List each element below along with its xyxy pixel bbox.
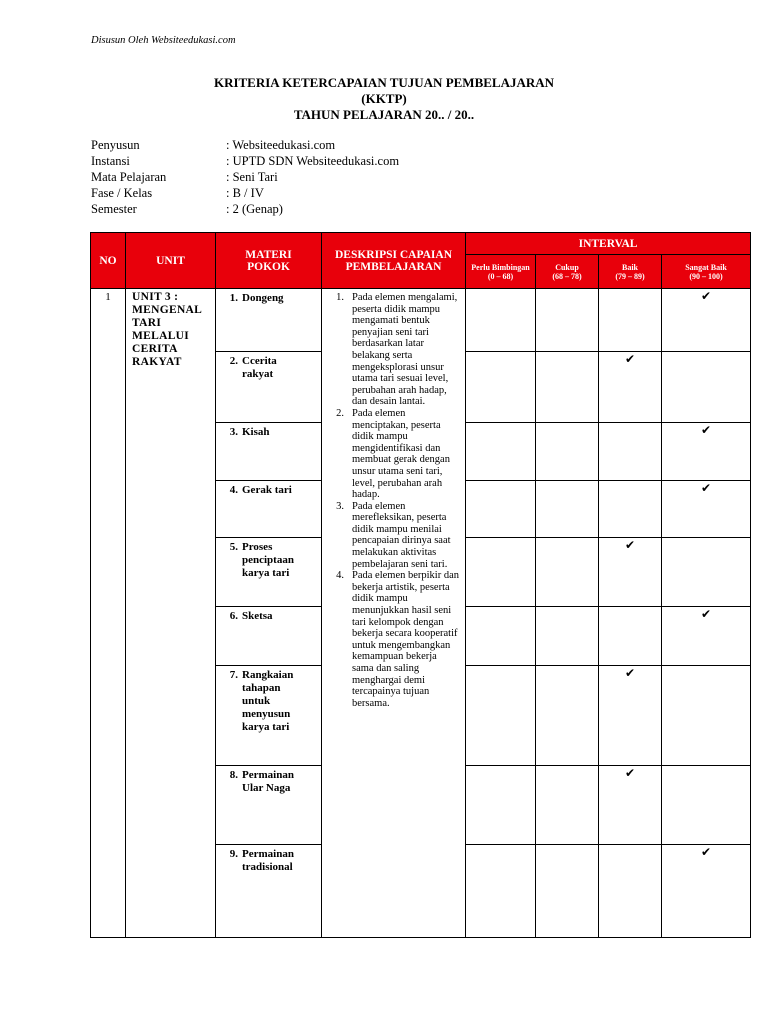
empty-cell: [466, 766, 536, 845]
deskripsi-item: [322, 501, 461, 571]
doc-subtitle: (KKTP): [361, 91, 407, 106]
meta-label-penyusun: Penyusun: [91, 138, 140, 152]
materi-text: Permainan tradisional: [242, 848, 294, 873]
interval-label: Cukup: [555, 262, 579, 272]
deskripsi-text: Pada elemen merefleksikan, peserta didik mampu menilai pencapaian dirinya saat melakukan aktivitas pembelajaran seni tari.: [352, 500, 451, 570]
empty-cell: [466, 666, 536, 766]
materi-text: Kisah: [242, 426, 270, 438]
empty-cell: [599, 423, 662, 481]
meta-value-semester: : 2 (Genap): [226, 202, 283, 216]
empty-cell: [662, 766, 751, 845]
materi-item: [216, 538, 322, 607]
meta-label-instansi: Instansi: [91, 154, 130, 168]
interval-label: Perlu Bimbingan: [471, 262, 530, 272]
checkmark-cell: [599, 538, 662, 607]
empty-cell: [599, 481, 662, 538]
materi-item: [216, 666, 322, 766]
deskripsi-item: [322, 408, 461, 501]
materi-item: [216, 352, 322, 423]
header-cukup: [536, 255, 599, 289]
deskripsi-text: Pada elemen berpikir dan bekerja artistik, peserta didik mampu menunjukkan hasil seni tari kelompok dengan bekerja secara kooperatif untuk mengembangkan kemampuan bekerja sama dan saling menghargai demi tercapainya tujuan bersama.: [352, 570, 459, 709]
empty-cell: [662, 352, 751, 423]
materi-number: 5.: [229, 541, 238, 553]
check-icon: ✔: [700, 289, 712, 303]
meta-label-mapel: Mata Pelajaran: [91, 170, 167, 184]
check-icon: ✔: [700, 845, 712, 859]
empty-cell: [536, 481, 599, 538]
deskripsi-item: [322, 570, 461, 709]
interval-label: Sangat Baik: [685, 262, 727, 272]
meta-value-mapel: : Seni Tari: [226, 170, 278, 184]
interval-range: (0 – 68): [487, 271, 514, 281]
checkmark-cell: [662, 289, 751, 352]
header-materi: MATERI POKOK: [216, 233, 322, 289]
empty-cell: [466, 538, 536, 607]
check-icon: ✔: [624, 352, 636, 366]
materi-item: [216, 289, 322, 352]
header-no: NO: [91, 233, 126, 289]
deskripsi-text: Pada elemen menciptakan, peserta didik mampu mengidentifikasi dan membuat gerak dengan unsur utama seni tari, level, perubahan arah hadap.: [352, 407, 450, 501]
interval-range: (68 – 78): [552, 271, 582, 281]
check-icon: ✔: [700, 481, 712, 495]
empty-cell: [662, 666, 751, 766]
materi-number: 6.: [229, 610, 238, 622]
empty-cell: [536, 666, 599, 766]
unit-name: UNIT 3 : MENGENAL TARI MELALUI CERITA RAKYAT: [126, 289, 216, 938]
deskripsi-number: 2.: [336, 407, 344, 419]
academic-year: TAHUN PELAJARAN 20.. / 20..: [293, 107, 475, 122]
empty-cell: [536, 538, 599, 607]
empty-cell: [466, 352, 536, 423]
materi-item: [216, 607, 322, 666]
deskripsi-number: 1.: [336, 292, 344, 303]
checkmark-cell: [599, 352, 662, 423]
empty-cell: [466, 607, 536, 666]
check-icon: ✔: [624, 766, 636, 780]
materi-number: 7.: [229, 669, 238, 681]
checkmark-cell: [599, 666, 662, 766]
empty-cell: [536, 352, 599, 423]
materi-text: Rangkaian tahapan untuk menyusun karya tari: [242, 669, 294, 733]
interval-range: (90 – 100): [689, 271, 723, 281]
materi-text: Ccerita rakyat: [242, 355, 277, 380]
table-row: [91, 289, 751, 352]
checkmark-cell: [599, 766, 662, 845]
empty-cell: [536, 845, 599, 938]
row-number: 1: [91, 289, 126, 938]
empty-cell: [466, 423, 536, 481]
empty-cell: [466, 289, 536, 352]
check-icon: ✔: [700, 607, 712, 621]
deskripsi-text: Pada elemen mengalami, peserta didik mampu mengamati bentuk penyajian seni tari berdasarkan latar belakang serta mengeksplorasi unsur utama tari sesuai level, perubahan arah hadap, dan desain lantai.: [352, 292, 458, 408]
meta-value-penyusun: : Websiteedukasi.com: [226, 138, 336, 152]
header-deskripsi: DESKRIPSI CAPAIAN PEMBELAJARAN: [322, 233, 466, 289]
header-baik: [599, 255, 662, 289]
meta-value-fase: : B / IV: [226, 186, 264, 200]
materi-text: Gerak tari: [242, 484, 292, 496]
empty-cell: [536, 607, 599, 666]
materi-text: Permainan Ular Naga: [242, 769, 294, 794]
materi-number: 9.: [229, 848, 238, 860]
empty-cell: [599, 289, 662, 352]
materi-item: [216, 766, 322, 845]
materi-text: Sketsa: [242, 610, 273, 622]
checkmark-cell: [662, 607, 751, 666]
empty-cell: [466, 845, 536, 938]
interval-range: (79 – 89): [615, 271, 645, 281]
materi-number: 8.: [229, 769, 238, 781]
check-icon: ✔: [624, 666, 636, 680]
empty-cell: [466, 481, 536, 538]
materi-item: [216, 845, 322, 938]
deskripsi-number: 3.: [336, 500, 344, 512]
meta-label-fase: Fase / Kelas: [91, 186, 153, 200]
check-icon: ✔: [700, 423, 712, 437]
empty-cell: [536, 289, 599, 352]
materi-number: 4.: [229, 484, 238, 496]
deskripsi-number: 4.: [336, 570, 344, 582]
checkmark-cell: [662, 845, 751, 938]
materi-number: 2.: [229, 355, 238, 367]
check-icon: ✔: [624, 538, 636, 552]
materi-number: 3.: [229, 426, 238, 438]
header-perlu-bimbingan: [466, 255, 536, 289]
table-body: [91, 289, 751, 938]
empty-cell: [599, 607, 662, 666]
header-unit: UNIT: [126, 233, 216, 289]
doc-title: KRITERIA KETERCAPAIAN TUJUAN PEMBELAJARAN: [213, 75, 555, 90]
empty-cell: [536, 423, 599, 481]
header-sangat-baik: [662, 255, 751, 289]
materi-item: [216, 423, 322, 481]
deskripsi-item: [322, 292, 461, 408]
materi-text: Dongeng: [242, 292, 284, 304]
materi-item: [216, 481, 322, 538]
checkmark-cell: [662, 423, 751, 481]
deskripsi-cell: [322, 289, 466, 938]
materi-text: Proses penciptaan karya tari: [242, 541, 294, 579]
empty-cell: [599, 845, 662, 938]
empty-cell: [662, 538, 751, 607]
header-interval: INTERVAL: [466, 233, 751, 255]
empty-cell: [536, 766, 599, 845]
checkmark-cell: [662, 481, 751, 538]
kktp-table-wrapper: [90, 232, 751, 938]
kktp-table: [90, 232, 751, 938]
header-note: Disusun Oleh Websiteedukasi.com: [91, 35, 236, 46]
interval-label: Baik: [621, 262, 638, 272]
meta-value-instansi: : UPTD SDN Websiteedukasi.com: [226, 154, 400, 168]
meta-label-semester: Semester: [91, 202, 137, 216]
materi-number: 1.: [229, 292, 238, 304]
